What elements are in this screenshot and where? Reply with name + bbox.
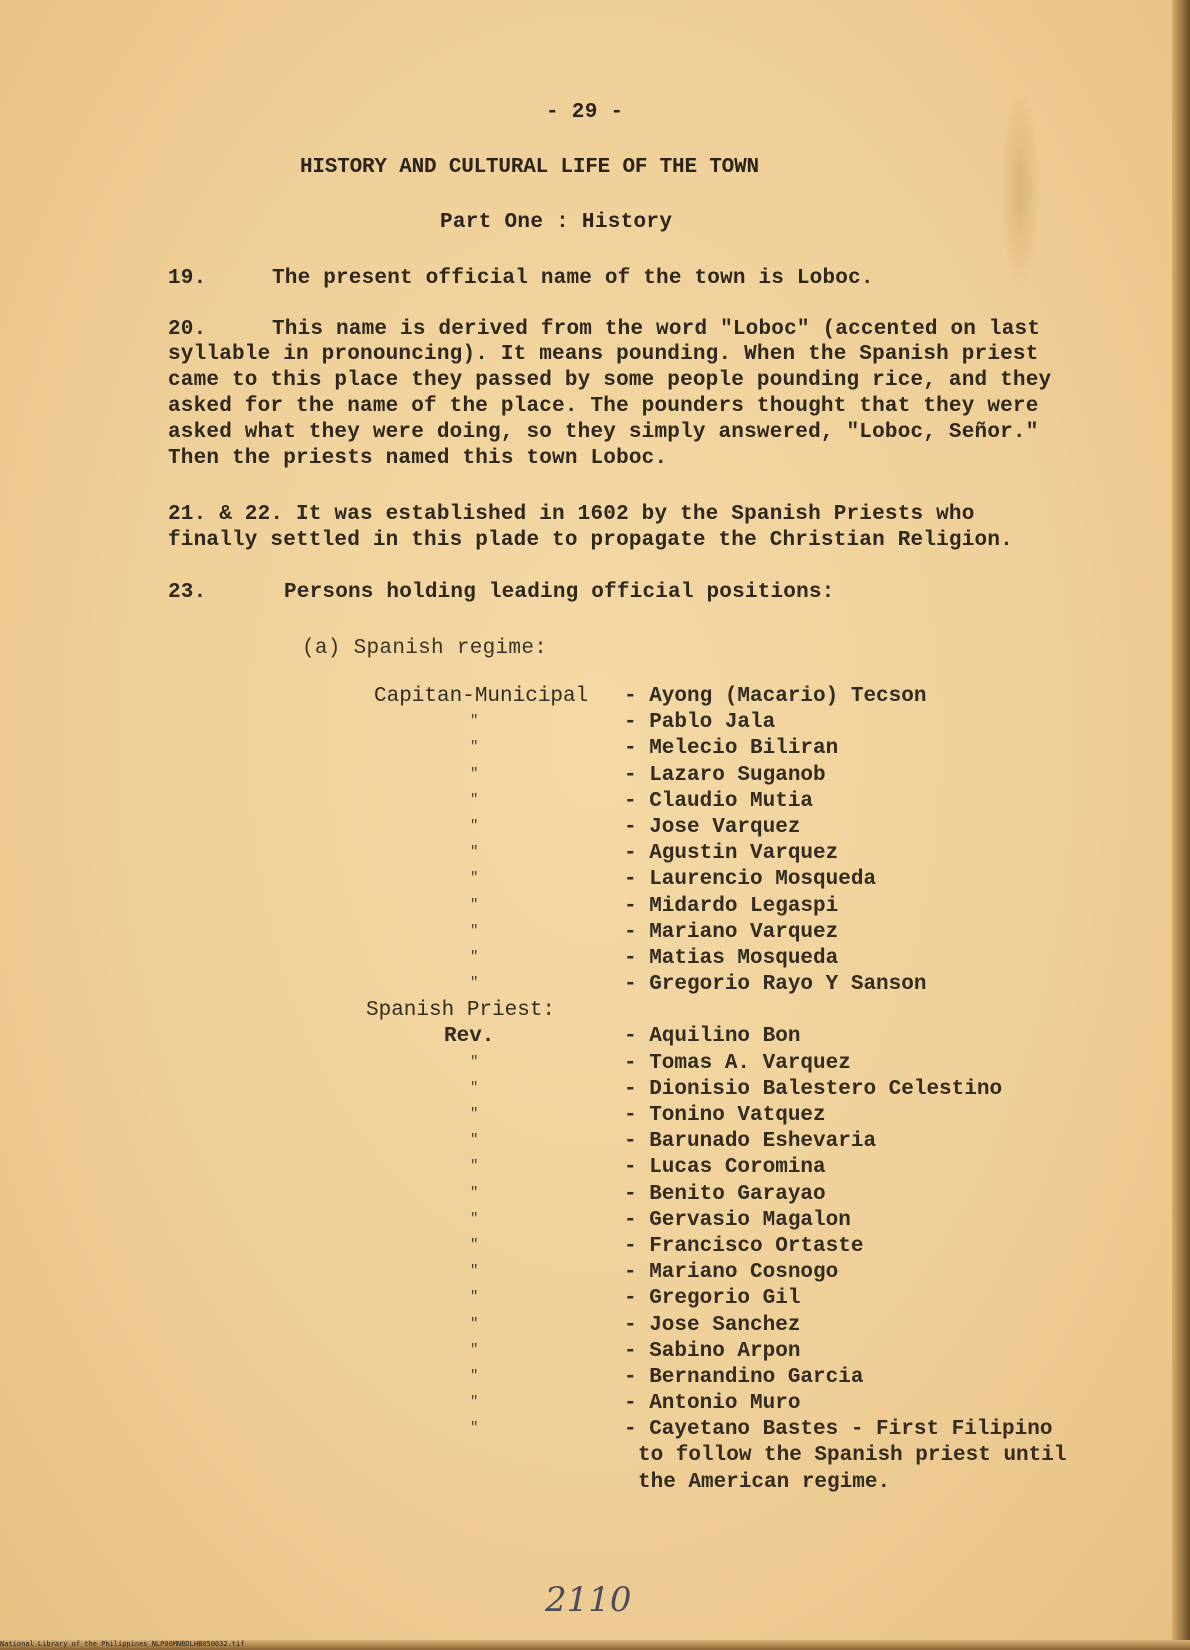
official-name: - Gregorio Rayo Y Sanson bbox=[624, 973, 927, 997]
list-item bbox=[374, 1182, 1074, 1208]
list-item bbox=[374, 972, 1074, 998]
paragraph-23-number: 23. bbox=[168, 581, 207, 604]
ditto-mark: " bbox=[470, 896, 479, 913]
priest-name: - Dionisio Balestero Celestino bbox=[624, 1077, 1003, 1101]
list-item bbox=[374, 1339, 1074, 1365]
list-item bbox=[374, 867, 1074, 893]
position-label: Capitan-Municipal bbox=[374, 685, 589, 708]
priest-name: - Gervasio Magalon bbox=[624, 1208, 851, 1232]
priest-name: - Aquilino Bon bbox=[624, 1025, 801, 1049]
list-item bbox=[374, 1155, 1074, 1181]
handwritten-page-number: 2110 bbox=[545, 1580, 632, 1620]
ditto-mark: " bbox=[470, 1341, 479, 1358]
official-name: - Lazaro Suganob bbox=[624, 763, 826, 787]
priest-name: - Tonino Vatquez bbox=[624, 1104, 826, 1127]
list-item bbox=[374, 789, 1074, 815]
list-item bbox=[374, 841, 1074, 867]
official-name: - Agustin Varquez bbox=[624, 842, 839, 866]
official-name: - Matias Mosqueda bbox=[624, 946, 839, 970]
paragraph-20-line: This name is derived from the word "Loboc" (accented on last bbox=[272, 318, 1041, 341]
section-spanish-regime: (a) Spanish regime: bbox=[302, 637, 548, 660]
page-number: - 29 - bbox=[546, 101, 624, 124]
priest-name: - Barunado Eshevaria bbox=[624, 1130, 877, 1154]
list-item bbox=[374, 1313, 1074, 1339]
list-item bbox=[374, 1129, 1074, 1155]
ditto-mark: " bbox=[470, 1289, 479, 1306]
paragraph-20-line: Then the priests named this town Loboc. bbox=[168, 447, 668, 470]
priest-name: - Lucas Coromina bbox=[624, 1156, 826, 1180]
list-item bbox=[374, 1234, 1074, 1260]
paragraph-19-text: The present official name of the town is Loboc. bbox=[272, 267, 874, 290]
ditto-mark: " bbox=[470, 1079, 479, 1096]
ditto-mark: " bbox=[470, 1184, 479, 1201]
paper-stain bbox=[1000, 90, 1040, 290]
list-item bbox=[374, 1260, 1074, 1286]
paragraph-23-text: Persons holding leading official positions: bbox=[284, 581, 835, 604]
ditto-mark: " bbox=[470, 1367, 479, 1384]
list-item-continuation bbox=[374, 1443, 1074, 1469]
ditto-mark: " bbox=[470, 739, 479, 756]
ditto-mark: " bbox=[470, 1158, 479, 1175]
list-item bbox=[374, 815, 1074, 841]
ditto-mark: " bbox=[470, 1394, 479, 1411]
list-item bbox=[374, 1208, 1074, 1234]
priest-name: - Antonio Muro bbox=[624, 1392, 801, 1416]
ditto-mark: " bbox=[470, 1210, 479, 1227]
paragraph-20-line: came to this place they passed by some people pounding rice, and they bbox=[168, 369, 1052, 392]
officials-list bbox=[366, 684, 1074, 1496]
priest-name: - Francisco Ortaste bbox=[624, 1234, 864, 1258]
ditto-mark: " bbox=[470, 844, 479, 861]
official-name: - Claudio Mutia bbox=[624, 789, 814, 813]
ditto-mark: " bbox=[470, 817, 479, 834]
list-item bbox=[374, 894, 1074, 920]
list-item bbox=[374, 763, 1074, 789]
ditto-mark: " bbox=[470, 765, 479, 782]
priest-name: - Benito Garayao bbox=[624, 1182, 826, 1206]
list-item bbox=[374, 1051, 1074, 1077]
ditto-mark: " bbox=[470, 948, 479, 965]
paragraph-19-number: 19. bbox=[168, 267, 207, 290]
list-item bbox=[374, 1077, 1074, 1103]
ditto-mark: " bbox=[470, 1106, 479, 1122]
rev-label: Rev. bbox=[444, 1025, 495, 1049]
priest-name: - Jose Sanchez bbox=[624, 1313, 801, 1337]
official-name: - Pablo Jala bbox=[624, 711, 776, 735]
list-item bbox=[374, 1024, 1074, 1050]
list-item bbox=[374, 1365, 1074, 1391]
ditto-mark: " bbox=[470, 1236, 479, 1253]
paragraph-20-number: 20. bbox=[168, 318, 207, 341]
page-subtitle: Part One : History bbox=[440, 211, 673, 234]
paragraph-21-line: 21. & 22. It was established in 1602 by the Spanish Priests who bbox=[168, 503, 975, 526]
paragraph-20-line: asked for the name of the place. The pounders thought that they were bbox=[168, 395, 1039, 418]
priest-name: - Cayetano Bastes - First Filipino bbox=[624, 1418, 1053, 1442]
page-edge-right bbox=[1172, 0, 1190, 1650]
ditto-mark: " bbox=[470, 975, 479, 992]
priest-name: - Bernandino Garcia bbox=[624, 1365, 864, 1389]
ditto-mark: " bbox=[470, 791, 479, 808]
official-name: - Mariano Varquez bbox=[624, 920, 839, 944]
list-item bbox=[374, 710, 1074, 736]
ditto-mark: " bbox=[470, 1132, 479, 1149]
list-item bbox=[374, 1417, 1074, 1443]
priest-note: the American regime. bbox=[638, 1470, 891, 1494]
paragraph-20-line: asked what they were doing, so they simply answered, "Loboc, Señor." bbox=[168, 421, 1039, 444]
list-item bbox=[374, 920, 1074, 946]
priest-heading: Spanish Priest: bbox=[366, 999, 556, 1023]
ditto-mark: " bbox=[470, 1053, 479, 1070]
list-item bbox=[374, 946, 1074, 972]
paragraph-21-line: finally settled in this plade to propagate the Christian Religion. bbox=[168, 529, 1013, 552]
list-item bbox=[374, 736, 1074, 762]
official-name: - Midardo Legaspi bbox=[624, 894, 839, 918]
scan-footer: National Library of the Philippines NLP00MNBDLHB050032.tif bbox=[0, 1640, 245, 1648]
official-name: - Ayong (Macario) Tecson bbox=[624, 685, 927, 708]
ditto-mark: " bbox=[470, 870, 479, 887]
list-heading bbox=[366, 998, 1074, 1024]
priest-note: to follow the Spanish priest until bbox=[638, 1444, 1067, 1468]
ditto-mark: " bbox=[470, 1420, 479, 1437]
official-name: - Jose Varquez bbox=[624, 815, 801, 839]
priest-name: - Sabino Arpon bbox=[624, 1339, 801, 1363]
list-item bbox=[374, 684, 1074, 710]
ditto-mark: " bbox=[470, 713, 479, 730]
list-item bbox=[374, 1391, 1074, 1417]
page-title: HISTORY AND CULTURAL LIFE OF THE TOWN bbox=[300, 156, 759, 179]
official-name: - Melecio Biliran bbox=[624, 737, 839, 761]
list-item bbox=[374, 1103, 1074, 1129]
ditto-mark: " bbox=[470, 922, 479, 939]
priest-name: - Mariano Cosnogo bbox=[624, 1261, 839, 1285]
list-item bbox=[374, 1286, 1074, 1312]
priest-name: - Tomas A. Varquez bbox=[624, 1051, 851, 1075]
list-item-continuation bbox=[374, 1470, 1074, 1496]
paragraph-20-line: syllable in pronouncing). It means pounding. When the Spanish priest bbox=[168, 343, 1039, 366]
ditto-mark: " bbox=[470, 1315, 479, 1332]
ditto-mark: " bbox=[470, 1263, 479, 1280]
official-name: - Laurencio Mosqueda bbox=[624, 868, 877, 892]
priest-name: - Gregorio Gil bbox=[624, 1287, 801, 1311]
